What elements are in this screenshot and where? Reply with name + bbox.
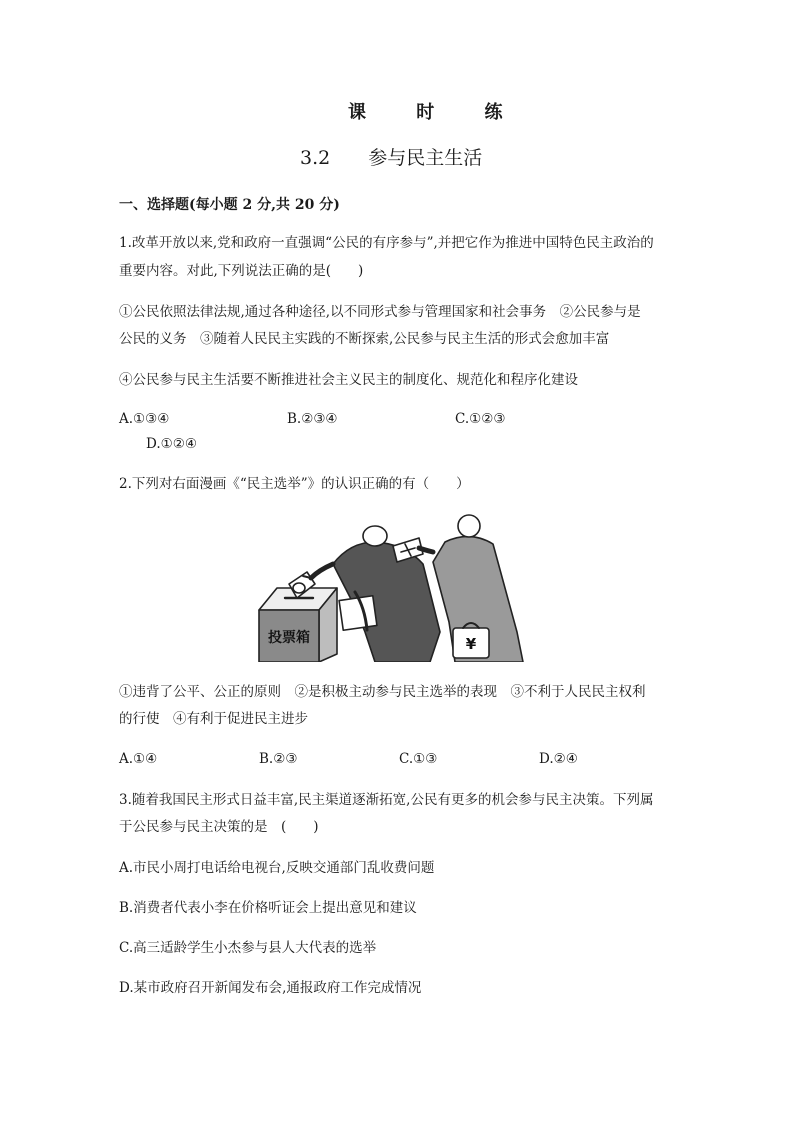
page-title: 课 时 练	[348, 102, 525, 123]
q2-stem: 2.下列对右面漫画《“民主选举”》的认识正确的有（ ）	[119, 476, 470, 492]
q1-statements-line2: 公民的义务 ③随着人民民主实践的不断探索,公民参与民主生活的形式会愈加丰富	[119, 331, 610, 347]
q3-stem-line2: 于公民参与民主决策的是 ( )	[119, 819, 319, 835]
q2-option-a[interactable]: A.①④	[119, 751, 158, 767]
q2-option-c[interactable]: C.①③	[399, 751, 438, 767]
q2-statements-line2: 的行使 ④有利于促进民主进步	[119, 711, 308, 727]
ballot-box-label: 投票箱	[268, 630, 310, 646]
section-heading: 一、选择题(每小题 2 分,共 20 分)	[119, 197, 340, 213]
q1-option-b[interactable]: B.②③④	[287, 411, 338, 427]
q3-option-d[interactable]: D.某市政府召开新闻发布会,通报政府工作完成情况	[119, 980, 422, 996]
q1-option-a[interactable]: A.①③④	[119, 411, 170, 427]
lesson-subtitle: 3.2 参与民主生活	[300, 147, 483, 169]
democratic-election-cartoon	[255, 512, 535, 662]
q1-option-d[interactable]: D.①②④	[146, 436, 197, 452]
q1-statements-line3: ④公民参与民主生活要不断推进社会主义民主的制度化、规范化和程序化建设	[119, 372, 578, 388]
q1-statements-line1: ①公民依照法律法规,通过各种途径,以不同形式参与管理国家和社会事务 ②公民参与是	[119, 304, 641, 320]
ballot-box	[259, 588, 337, 662]
q2-option-b[interactable]: B.②③	[259, 751, 298, 767]
q2-option-d[interactable]: D.②④	[539, 751, 578, 767]
money-bag-label: ¥	[465, 635, 477, 653]
q3-option-b[interactable]: B.消费者代表小李在价格听证会上提出意见和建议	[119, 900, 417, 916]
q1-stem-line2: 重要内容。对此,下列说法正确的是( )	[119, 263, 364, 279]
q3-option-a[interactable]: A.市民小周打电话给电视台,反映交通部门乱收费问题	[119, 860, 435, 876]
q3-stem-line1: 3.随着我国民主形式日益丰富,民主渠道逐渐拓宽,公民有更多的机会参与民主决策。下列属	[119, 792, 654, 808]
q2-statements-line1: ①违背了公平、公正的原则 ②是积极主动参与民主选举的表现 ③不利于人民民主权利	[119, 684, 646, 700]
q3-option-c[interactable]: C.高三适龄学生小杰参与县人大代表的选举	[119, 940, 377, 956]
q1-stem-line1: 1.改革开放以来,党和政府一直强调“公民的有序参与”,并把它作为推进中国特色民主政治的	[119, 235, 654, 251]
q1-option-c[interactable]: C.①②③	[455, 411, 506, 427]
